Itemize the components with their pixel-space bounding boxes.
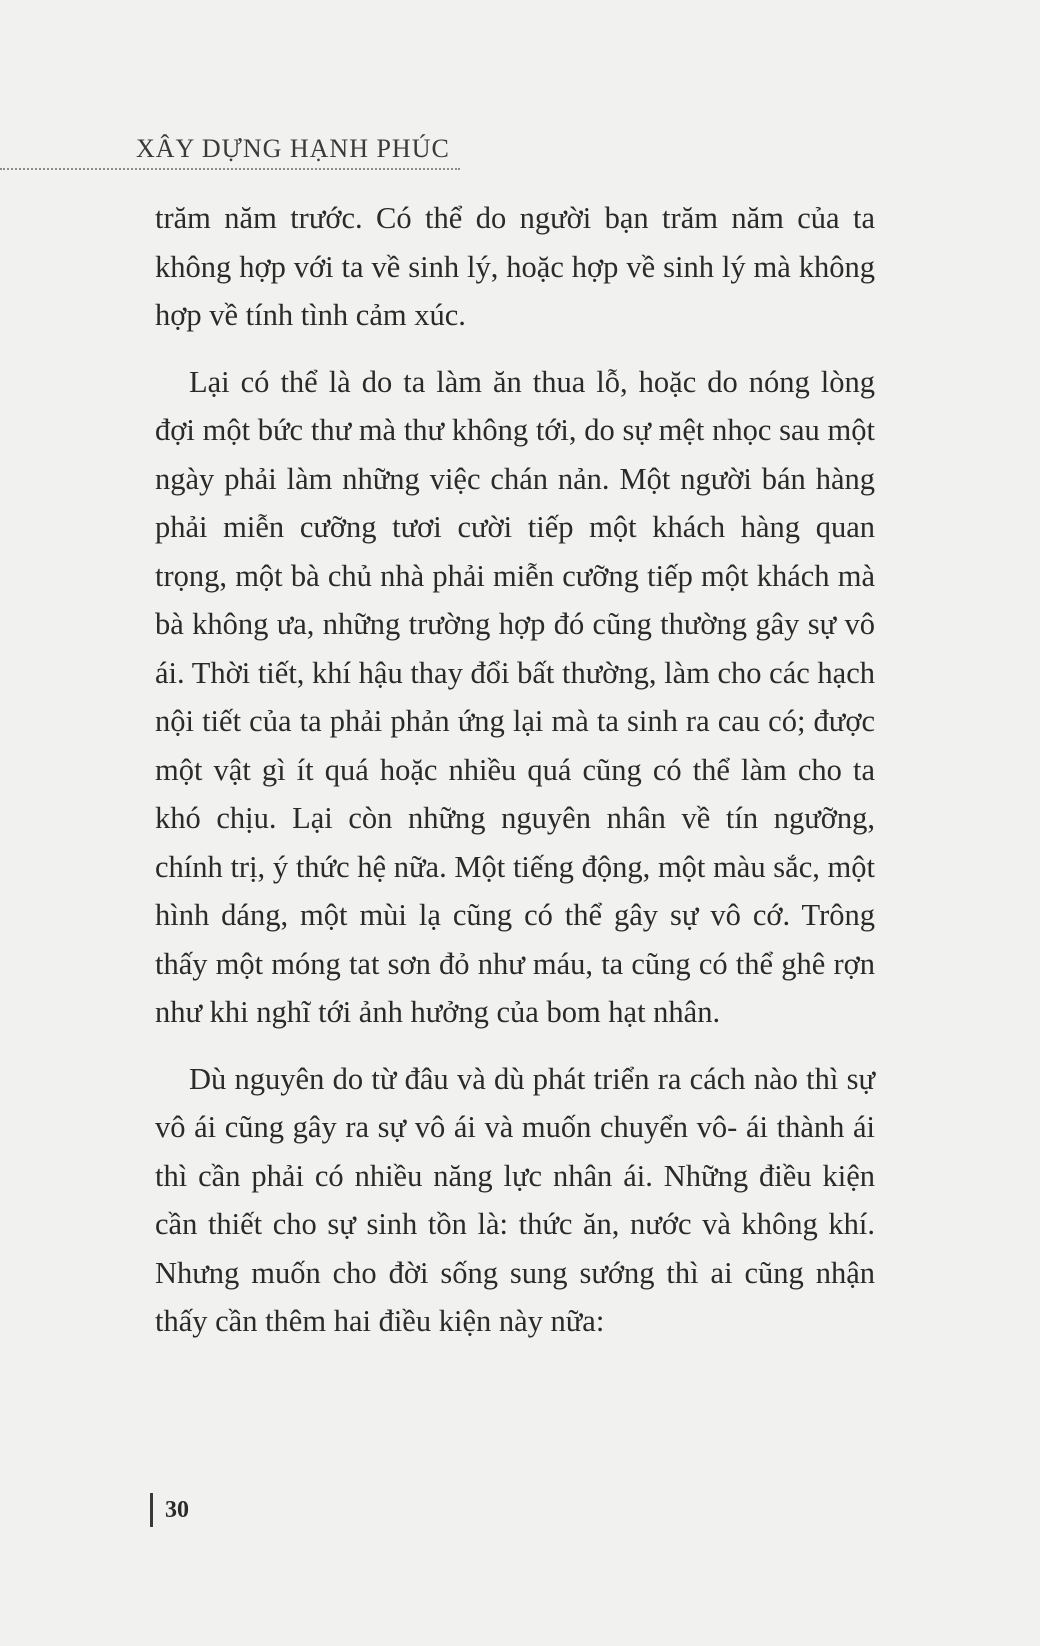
header-dotted-rule — [0, 168, 460, 170]
body-text — [155, 194, 875, 1364]
paragraph: Dù nguyên do từ đâu và dù phát triển ra cách nào thì sự vô ái cũng gây ra sự vô ái và muốn chuyển vô- ái thành ái thì cần phải có nhiều năng lực nhân ái. Những điều kiện cần thiết cho sự sinh tồn là: thức ăn, nước và không khí. Nhưng muốn cho đời sống sung sướng thì ai cũng nhận thấy cần thêm hai điều kiện này nữa: — [155, 1061, 875, 1338]
page-number: 30 — [165, 1496, 189, 1523]
paragraph-continuation: trăm năm trước. Có thể do người bạn trăm năm của ta không hợp với ta về sinh lý, hoặc hợp về sinh lý mà không hợp về tính tình cảm xúc. — [155, 201, 875, 332]
page-number-block — [150, 1493, 189, 1527]
running-header-title: XÂY DỰNG HẠNH PHÚC — [136, 134, 450, 163]
paragraph: Lại có thể là do ta làm ăn thua lỗ, hoặc do nóng lòng đợi một bức thư mà thư không tới, do sự mệt nhọc sau một ngày phải làm những việc chán nản. Một người bán hàng phải miễn cưỡng tươi cười tiếp một khách hàng quan trọng, một bà chủ nhà phải miễn cưỡng tiếp một khách mà bà không ưa, những trường hợp đó cũng thường gây sự vô ái. Thời tiết, khí hậu thay đổi bất thường, làm cho các hạch nội tiết của ta phải phản ứng lại mà ta sinh ra cau có; được một vật gì ít quá hoặc nhiều quá cũng có thể làm cho ta khó chịu. Lại còn những nguyên nhân về tín ngưỡng, chính trị, ý thức hệ nữa. Một tiếng động, một màu sắc, một hình dáng, một mùi lạ cũng có thể gây sự vô cớ. Trông thấy một móng tat sơn đỏ như máu, ta cũng có thể ghê rợn như khi nghĩ tới ảnh hưởng của bom hạt nhân. — [155, 364, 875, 1029]
page-number-bar — [150, 1493, 153, 1527]
